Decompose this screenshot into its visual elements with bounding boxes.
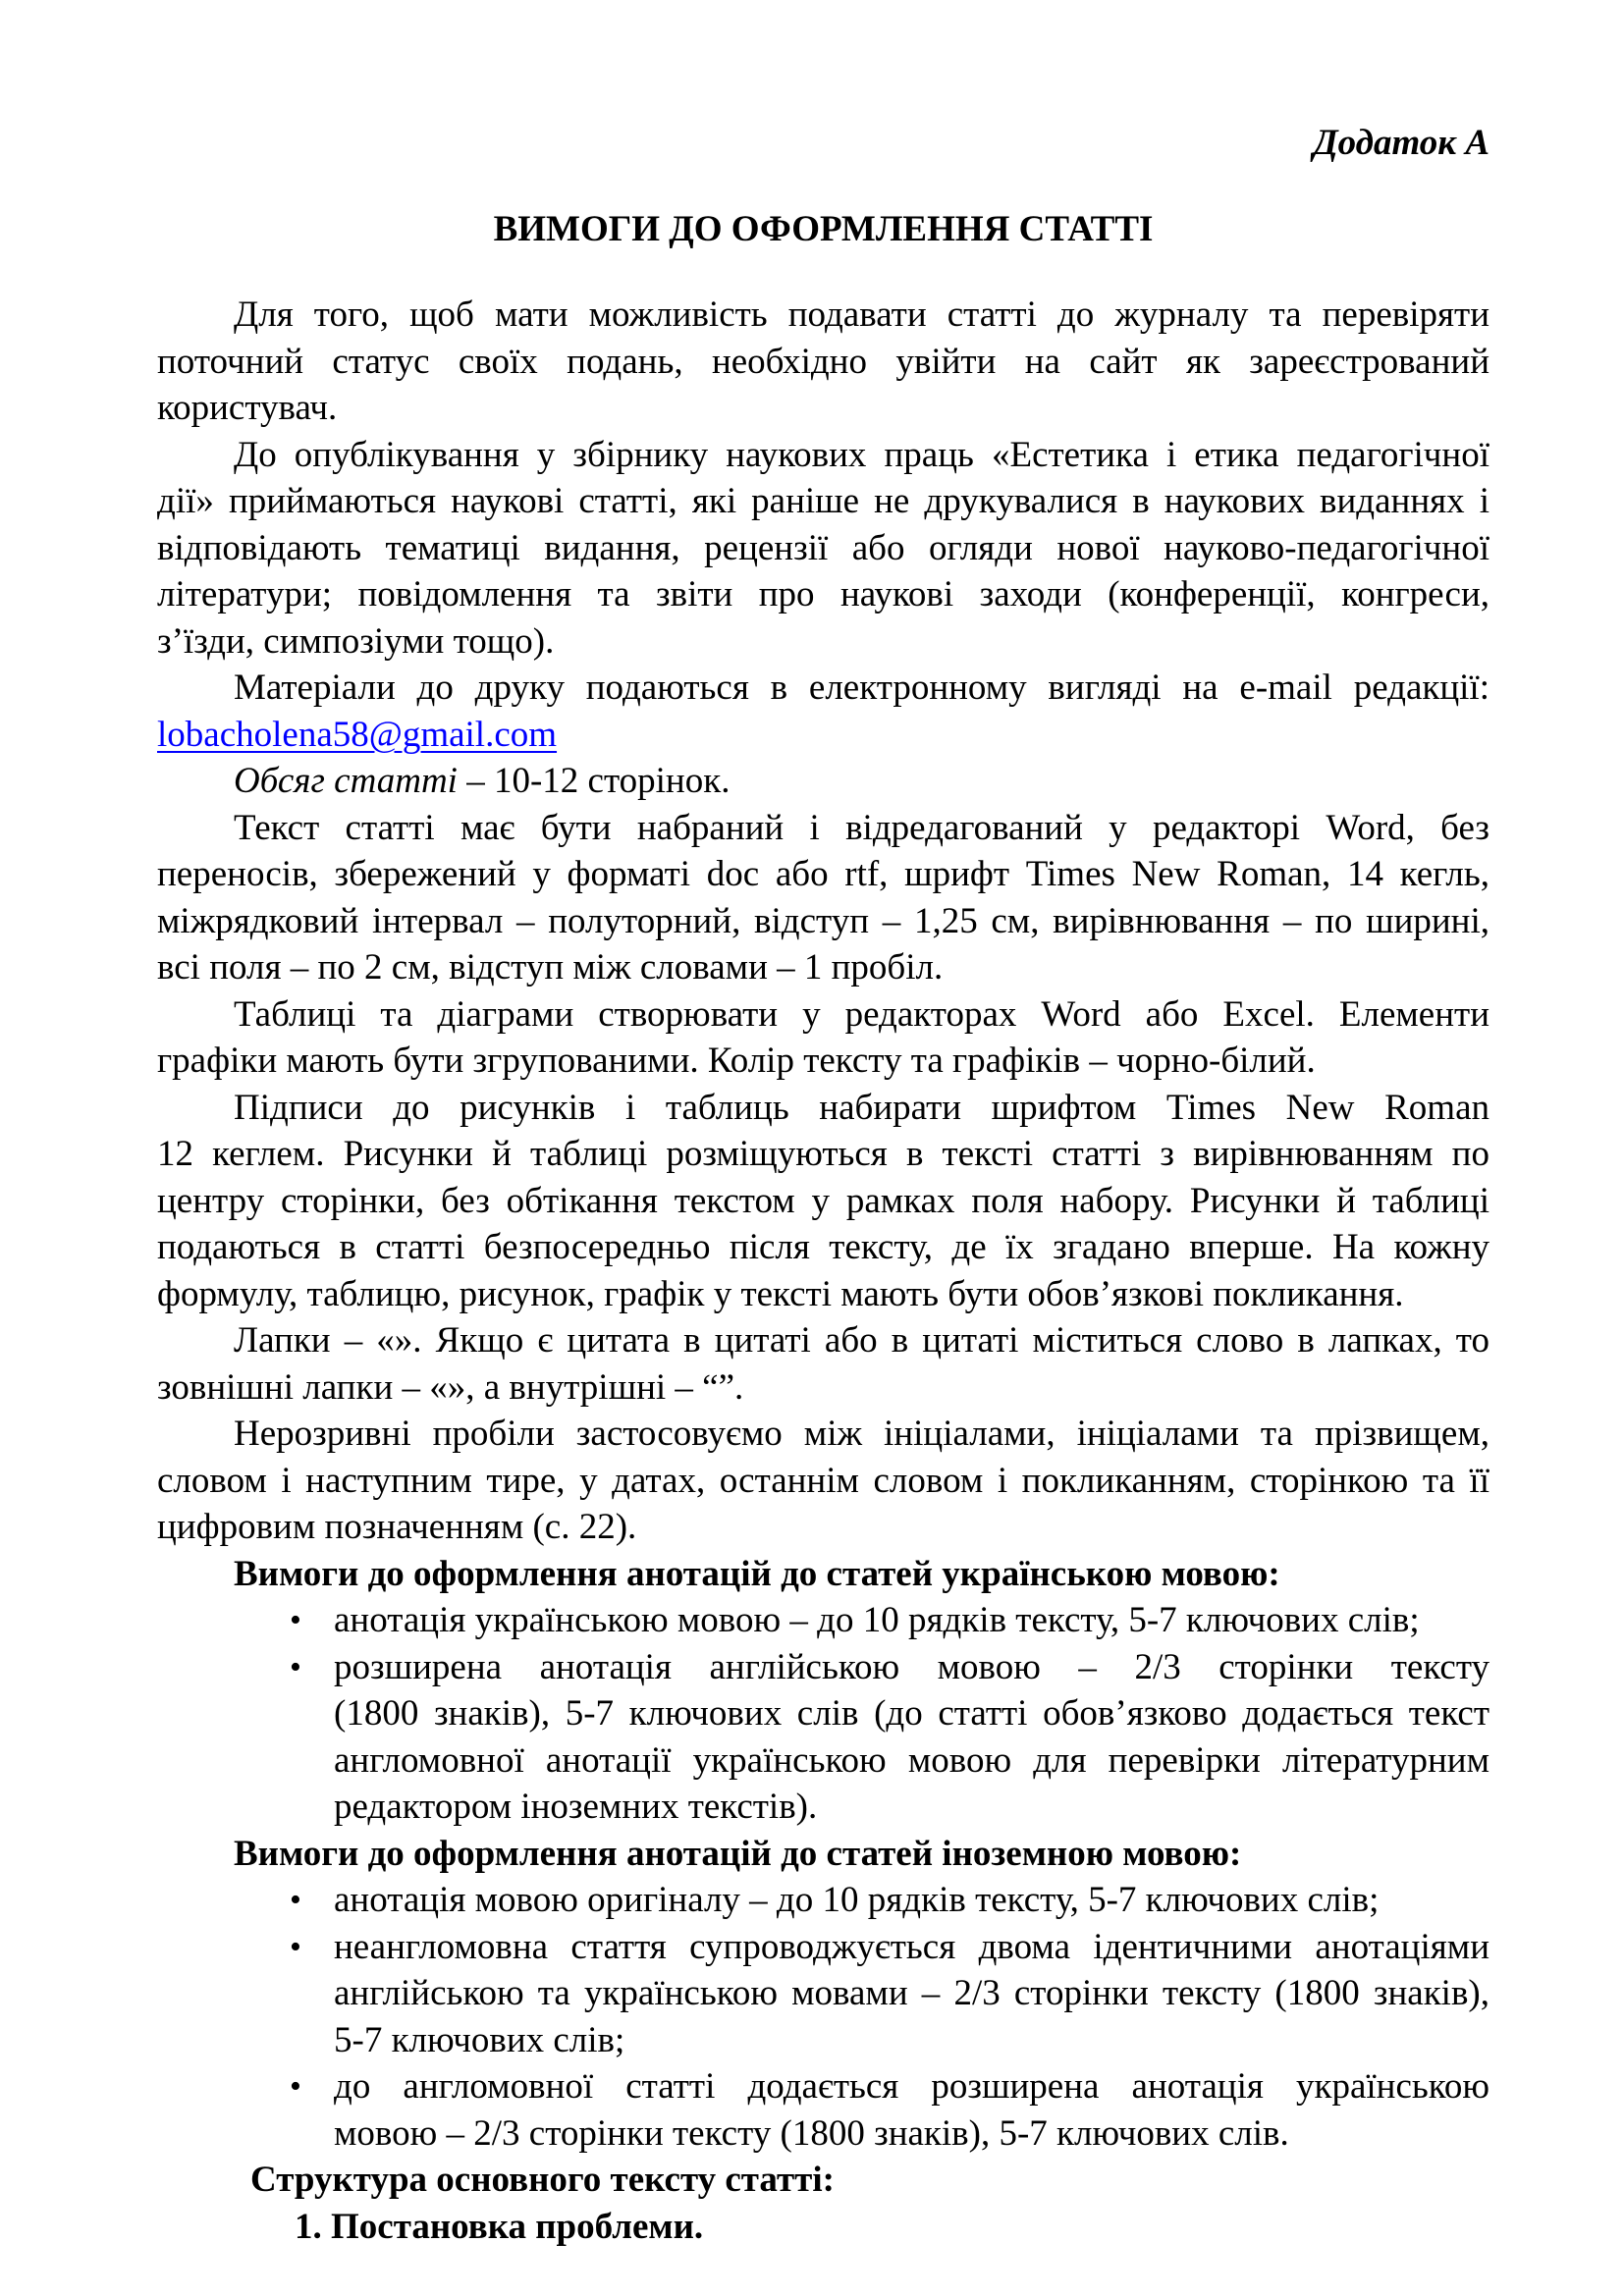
text-line (334, 2110, 1489, 2158)
bullet-item (157, 1597, 1489, 1644)
text-line (157, 1178, 1489, 1225)
text-run: Нерозривні пробіли застосовуємо між ініціалами, ініціалами та прізвищем, (234, 1414, 1489, 1454)
text-line (157, 944, 1489, 991)
text-run: Структура основного тексту статті: (250, 2160, 835, 2200)
numbered-item (157, 2204, 1489, 2251)
text-run: до англомовної статті додається розширена анотація українською (334, 2066, 1489, 2107)
text-line (157, 478, 1489, 525)
text-line (334, 2017, 1489, 2064)
paragraph (157, 1085, 1489, 1318)
text-run: Лапки – «». Якщо є цитата в цитаті або в цитаті міститься слово в лапках, то (234, 1320, 1489, 1361)
text-line (157, 1317, 1489, 1364)
text-run: Матеріали до друку подаються в електронному вигляді на e-mail редакції: (234, 667, 1489, 708)
text-line (157, 1411, 1489, 1458)
bullet-marker-icon: • (290, 1648, 301, 1685)
text-line (157, 292, 1489, 339)
bullet-text (334, 1924, 1489, 2064)
bullet-text (334, 1597, 1489, 1644)
text-run: поточний статус своїх подань, необхідно увійти на сайт як зареєстрований (157, 341, 1489, 382)
text-line (157, 385, 1489, 432)
appendix-label: Додаток А (1313, 123, 1489, 163)
text-run: 1. Постановка проблеми. (295, 2206, 704, 2247)
text-run: Текст статті має бути набраний і відредагований у редакторі Word, без (234, 807, 1489, 848)
text-run: користувач. (157, 388, 338, 428)
text-line (157, 525, 1489, 572)
text-run: зовнішні лапки – «», а внутрішні – “”. (157, 1366, 744, 1408)
bullet-marker-icon: • (290, 1602, 301, 1638)
text-run: дії» приймаються наукові статті, які раніше не друкувалися в наукових виданнях і (157, 481, 1489, 521)
italic-text-run: Обсяг статті (234, 761, 458, 801)
text-line (157, 571, 1489, 618)
text-run: Підписи до рисунків і таблиць набирати шрифтом Times New Roman (234, 1087, 1489, 1128)
text-run: словом і наступним тире, у датах, останнім словом і покликанням, сторінкою та її (157, 1460, 1489, 1501)
text-line (157, 898, 1489, 945)
text-run: літератури; повідомлення та звіти про наукові заходи (конференції, конгреси, (157, 574, 1489, 614)
text-line (157, 432, 1489, 479)
bullet-item (157, 1644, 1489, 1831)
paragraph (157, 991, 1489, 1085)
text-run: (1800 знаків), 5-7 ключових слів (до статті обов’язково додається текст (334, 1693, 1489, 1734)
text-line (334, 1784, 1489, 1831)
structure-heading (157, 2157, 1489, 2204)
text-run: Для того, щоб мати можливість подавати статті до журналу та перевіряти (234, 294, 1489, 335)
text-line (157, 1504, 1489, 1551)
text-line (334, 1690, 1489, 1737)
section-heading (157, 1831, 1489, 1878)
text-line (157, 1364, 1489, 1412)
text-line (157, 1224, 1489, 1271)
bullet-text (334, 1644, 1489, 1831)
text-line (157, 712, 1489, 759)
text-line (157, 758, 1489, 805)
text-run: з’їзди, симпозіуми тощо). (157, 620, 555, 662)
text-run: Вимоги до оформлення анотацій до статей українською мовою: (234, 1553, 1280, 1594)
text-run: центру сторінки, без обтікання текстом у рамках поля набору. Рисунки й таблиці (157, 1180, 1489, 1221)
text-run: графіки мають бути згрупованими. Колір тексту та графіків – чорно-білий. (157, 1041, 1316, 1081)
bullet-item (157, 2063, 1489, 2157)
text-line (334, 2063, 1489, 2110)
bullet-text (334, 1877, 1489, 1924)
paragraph (157, 292, 1489, 432)
bullet-marker-icon: • (290, 2068, 301, 2105)
text-line (157, 665, 1489, 712)
text-run: редактором іноземних текстів). (334, 1787, 818, 1827)
text-run: англійською та українською мовами – 2/3 сторінки тексту (1800 знаків), (334, 1973, 1489, 2013)
bullet-text (334, 2063, 1489, 2157)
text-run: анотація українською мовою – до 10 рядків тексту, 5-7 ключових слів; (334, 1600, 1420, 1640)
text-run: всі поля – по 2 см, відступ між словами – 1 пробіл. (157, 947, 944, 988)
page-title: ВИМОГИ ДО ОФОРМЛЕННЯ СТАТТІ (493, 208, 1154, 249)
text-run: Вимоги до оформлення анотацій до статей іноземною мовою: (234, 1833, 1242, 1874)
text-run: англомовної анотації українською мовою для перевірки літературним (334, 1739, 1489, 1781)
paragraph (157, 1411, 1489, 1551)
text-line (157, 1458, 1489, 1505)
text-line (157, 1038, 1489, 1085)
section-heading (157, 1551, 1489, 1598)
text-line (157, 1271, 1489, 1318)
text-line (157, 618, 1489, 666)
bullet-marker-icon: • (290, 1882, 301, 1918)
paragraph (157, 432, 1489, 666)
text-line (157, 851, 1489, 898)
text-run: неангломовна стаття супроводжується двома ідентичними анотаціями (334, 1926, 1489, 1967)
paragraph (157, 805, 1489, 991)
text-line (157, 1085, 1489, 1132)
text-line (334, 1737, 1489, 1785)
text-line (250, 2157, 1489, 2204)
text-run: мовою – 2/3 сторінки тексту (1800 знаків), 5-7 ключових слів. (334, 2112, 1289, 2154)
text-run: До опублікування у збірнику наукових праць «Естетика і етика педагогічної (234, 434, 1489, 475)
paragraph (157, 1317, 1489, 1411)
email-link[interactable]: lobacholena58@gmail.com (157, 714, 558, 755)
text-line (157, 805, 1489, 852)
text-line (334, 1970, 1489, 2017)
text-run: анотація мовою оригіналу – до 10 рядків тексту, 5-7 ключових слів; (334, 1880, 1380, 1920)
paragraph (157, 665, 1489, 758)
text-line (157, 1831, 1489, 1878)
document-content (157, 0, 1489, 2250)
text-run: 5-7 ключових слів; (334, 2019, 625, 2060)
text-run: Таблиці та діаграми створювати у редакторах Word або Excel. Елементи (234, 993, 1489, 1035)
text-run: 12 кеглем. Рисунки й таблиці розміщуються в тексті статті з вирівнюванням по (157, 1134, 1489, 1174)
text-line (157, 1131, 1489, 1178)
bullet-item (157, 1877, 1489, 1924)
text-line (157, 339, 1489, 386)
text-line (334, 1877, 1489, 1924)
text-run: відповідають тематиці видання, рецензії або огляди нової науково-педагогічної (157, 527, 1489, 568)
text-line (295, 2204, 1489, 2251)
paragraph (157, 758, 1489, 805)
text-run: подаються в статті безпосередньо після тексту, де їх згадано вперше. На кожну (157, 1227, 1489, 1267)
text-run: формулу, таблицю, рисунок, графік у тексті мають бути обов’язкові покликання. (157, 1273, 1404, 1314)
text-run: розширена анотація англійською мовою – 2/3 сторінки тексту (334, 1646, 1489, 1687)
text-line (157, 991, 1489, 1039)
text-run: цифровим позначенням (с. 22). (157, 1507, 637, 1547)
bullet-item (157, 1924, 1489, 2064)
text-line (334, 1924, 1489, 1971)
text-run: – 10-12 сторінок. (457, 761, 731, 801)
text-line (334, 1597, 1489, 1644)
bullet-marker-icon: • (290, 1928, 301, 1965)
text-line (334, 1644, 1489, 1691)
document-body (157, 292, 1489, 2250)
text-run: переносів, збережений у форматі doc або rtf, шрифт Times New Roman, 14 кегль, (157, 854, 1489, 894)
text-line (157, 1551, 1489, 1598)
text-run: міжрядковий інтервал – полуторний, відступ – 1,25 см, вирівнювання – по ширині, (157, 900, 1489, 941)
